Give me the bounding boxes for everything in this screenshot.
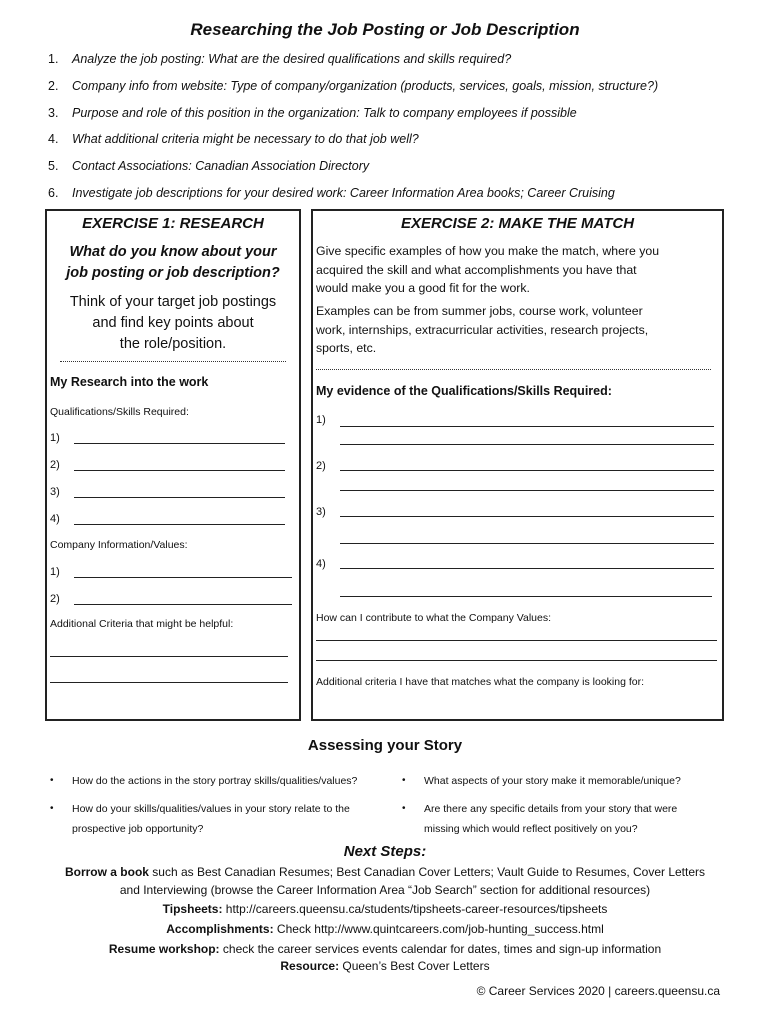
instruction-line: Examples can be from summer jobs, course work, volunteer <box>316 304 643 318</box>
step-text: Investigate job descriptions for your desired work: Career Information Area books; Career Cruising <box>72 185 615 200</box>
additional-criteria-label: Additional Criteria that might be helpful: <box>50 618 234 630</box>
question-line: How do your skills/qualities/values in your story relate to the <box>72 803 350 815</box>
company-info-label: Company Information/Values: <box>50 539 188 551</box>
step-text: Analyze the job posting: What are the desired qualifications and skills required? <box>72 52 512 66</box>
evidence-heading: My evidence of the Qualifications/Skills Required: <box>316 384 612 398</box>
exercise2-instructions <box>316 242 721 298</box>
resume-workshop-line <box>0 942 770 956</box>
instruction-line: acquired the skill and what accomplishments you have that <box>316 262 637 277</box>
question-line: prospective job opportunity? <box>72 823 204 835</box>
item-number: 2) <box>316 460 326 472</box>
step-number: 1. <box>48 52 59 66</box>
resource-line <box>0 959 770 973</box>
contribute-label: How can I contribute to what the Company Values: <box>316 612 552 624</box>
research-steps-list <box>48 50 658 211</box>
evidence-answer-line[interactable] <box>340 470 714 471</box>
list-item <box>48 104 658 131</box>
list-item <box>48 77 658 104</box>
qualification-answer-line[interactable] <box>74 443 285 444</box>
contribute-answer-line[interactable] <box>316 640 717 641</box>
list-item <box>48 50 658 77</box>
research-heading: My Research into the work <box>50 375 209 389</box>
page-title: Researching the Job Posting or Job Description <box>190 20 580 39</box>
story-question <box>424 799 677 839</box>
resource-label: Resource: <box>280 959 340 973</box>
evidence-answer-line[interactable] <box>340 444 714 445</box>
qualification-answer-line[interactable] <box>74 470 285 471</box>
bullet-icon: • <box>402 803 406 814</box>
step-number: 2. <box>48 78 59 93</box>
step-text: Contact Associations: Canadian Association Directory <box>72 159 370 174</box>
question-line: job posting or job description? <box>66 265 280 281</box>
bullet-icon: • <box>50 803 54 814</box>
company-answer-line[interactable] <box>74 577 292 578</box>
dotted-divider <box>60 361 286 362</box>
criteria-answer-line[interactable] <box>50 682 288 683</box>
company-answer-line[interactable] <box>74 604 292 605</box>
story-question: What aspects of your story make it memorable/unique? <box>424 775 681 787</box>
instruction-line: sports, etc. <box>316 341 377 355</box>
evidence-answer-line[interactable] <box>340 568 714 569</box>
bullet-icon: • <box>50 775 54 786</box>
question-line: missing which would reflect positively on you? <box>424 823 638 835</box>
resume-label: Resume workshop: <box>108 942 220 956</box>
item-number: 2) <box>50 459 60 471</box>
evidence-answer-line[interactable] <box>340 543 714 544</box>
accomplishments-line <box>0 922 770 936</box>
contribute-answer-line[interactable] <box>316 660 717 661</box>
question-line: Are there any specific details from your story that were <box>424 803 678 815</box>
bullet-icon: • <box>402 775 406 786</box>
item-number: 4) <box>50 513 60 525</box>
step-text: Purpose and role of this position in the organization: Talk to company employees if possible <box>72 105 577 120</box>
borrow-text: such as Best Canadian Resumes; Best Canadian Cover Letters; Vault Guide to Resumes, Cover Letters <box>148 865 706 879</box>
evidence-answer-line[interactable] <box>340 426 714 427</box>
item-number: 1) <box>50 566 60 578</box>
item-number: 2) <box>50 593 60 605</box>
instruction-line: Think of your target job postings <box>69 294 277 310</box>
item-number: 3) <box>316 506 326 518</box>
item-number: 1) <box>50 432 60 444</box>
instruction-line: Give specific examples of how you make the match, where you <box>316 244 660 258</box>
evidence-answer-line[interactable] <box>340 596 712 597</box>
item-number: 4) <box>316 558 326 570</box>
list-item <box>48 130 658 157</box>
item-number: 1) <box>316 414 326 426</box>
borrow-label: Borrow a book <box>64 865 149 879</box>
step-text: Company info from website: Type of company/organization (products, services, goals, mission, structure?) <box>72 78 659 93</box>
copyright-footer: © Career Services 2020 | careers.queensu.ca <box>476 984 720 998</box>
tipsheets-line <box>0 902 770 916</box>
accomplishments-label: Accomplishments: <box>166 922 274 936</box>
instruction-line: and find key points about <box>92 315 254 331</box>
instruction-line: would make you a good fit for the work. <box>316 281 530 295</box>
question-line: What do you know about your <box>69 244 277 260</box>
story-heading: Assessing your Story <box>307 737 463 754</box>
exercise2-examples <box>316 302 721 358</box>
exercise1-box <box>45 209 301 721</box>
list-item <box>48 157 658 184</box>
qualification-answer-line[interactable] <box>74 524 285 525</box>
list-item <box>48 184 658 211</box>
qualifications-label: Qualifications/Skills Required: <box>50 406 189 418</box>
step-number: 4. <box>48 132 59 147</box>
borrow-a-book-line <box>0 865 770 879</box>
step-text: What additional criteria might be necessary to do that job well? <box>72 132 419 147</box>
dotted-divider <box>316 369 711 370</box>
exercise1-question <box>45 242 301 284</box>
item-number: 3) <box>50 486 60 498</box>
instruction-line: work, internships, extracurricular activities, research projects, <box>316 322 649 337</box>
tipsheets-link[interactable]: http://careers.queensu.ca/students/tipsheets-career-resources/tipsheets <box>222 902 608 916</box>
exercise1-heading: EXERCISE 1: RESEARCH <box>82 215 264 232</box>
evidence-answer-line[interactable] <box>340 490 714 491</box>
resume-text: check the career services events calendar for dates, times and sign-up information <box>219 942 662 956</box>
step-number: 3. <box>48 105 59 120</box>
exercise1-instructions <box>45 292 301 355</box>
additional-criteria-label: Additional criteria I have that matches what the company is looking for: <box>316 676 645 688</box>
instruction-line: the role/position. <box>119 336 227 352</box>
resource-text: Queen’s Best Cover Letters <box>339 959 490 973</box>
evidence-answer-line[interactable] <box>340 516 714 517</box>
exercise2-heading: EXERCISE 2: MAKE THE MATCH <box>400 215 635 232</box>
criteria-answer-line[interactable] <box>50 656 288 657</box>
borrow-a-book-line-2: and Interviewing (browse the Career Information Area “Job Search” section for additional resources) <box>119 883 651 897</box>
accomplishments-link[interactable]: Check http://www.quintcareers.com/job-hunting_success.html <box>273 922 604 936</box>
tipsheets-label: Tipsheets: <box>162 902 223 916</box>
qualification-answer-line[interactable] <box>74 497 285 498</box>
story-question <box>72 799 350 839</box>
next-steps-heading: Next Steps: <box>343 843 427 860</box>
step-number: 5. <box>48 159 59 174</box>
step-number: 6. <box>48 185 59 200</box>
story-question: How do the actions in the story portray skills/qualities/values? <box>72 775 358 787</box>
